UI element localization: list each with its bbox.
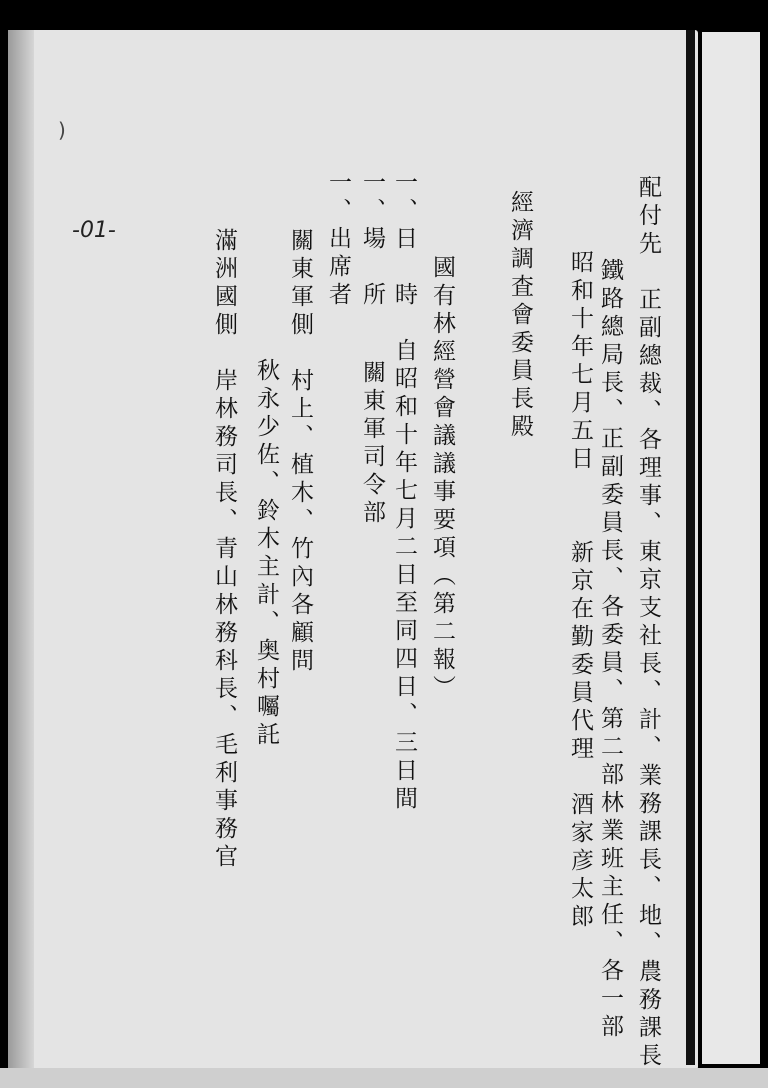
facing-page [702, 32, 760, 1064]
page-number: -01- [72, 218, 116, 243]
page-spine [686, 30, 695, 1065]
attendees-manchukuo-line: 滿洲國側 岸林務司長、青山林務科長、毛利事務官 [211, 228, 237, 872]
item-attendees-label: 一、出席者 [325, 170, 351, 310]
bottom-edge [0, 1068, 768, 1088]
attendees-army-line-2: 秋永少佐、鈴木主計、奥村囑託 [253, 358, 279, 750]
binding-gutter [8, 30, 34, 1070]
document-date: 昭和十年七月五日 [567, 250, 593, 474]
margin-mark: ) [58, 118, 66, 142]
attendees-army-line: 關東軍側 村上、植木、竹內各顧問 [287, 228, 313, 676]
document-page [8, 30, 698, 1070]
item-place-label: 一、場 所 [359, 170, 385, 310]
sender-line: 新京在勤委員代理 酒家彦太郎 [567, 540, 593, 932]
item-place-value: 關東軍司令部 [359, 360, 385, 528]
document-title: 國有林經營會議議事要項（第二報） [429, 255, 455, 703]
addressee-line: 經濟調査會委員長殿 [507, 190, 533, 442]
item-date: 一、日 時 自昭和十年七月二日至同四日、三日間 [391, 170, 417, 814]
distribution-line: 配付先 正副總裁、各理事、東京支社長、計、業務課長、地、農務課長 [635, 175, 661, 1071]
distribution-line-2: 鐵路總局長、正副委員長、各委員、第二部林業班主任、各一部 [597, 258, 623, 1042]
